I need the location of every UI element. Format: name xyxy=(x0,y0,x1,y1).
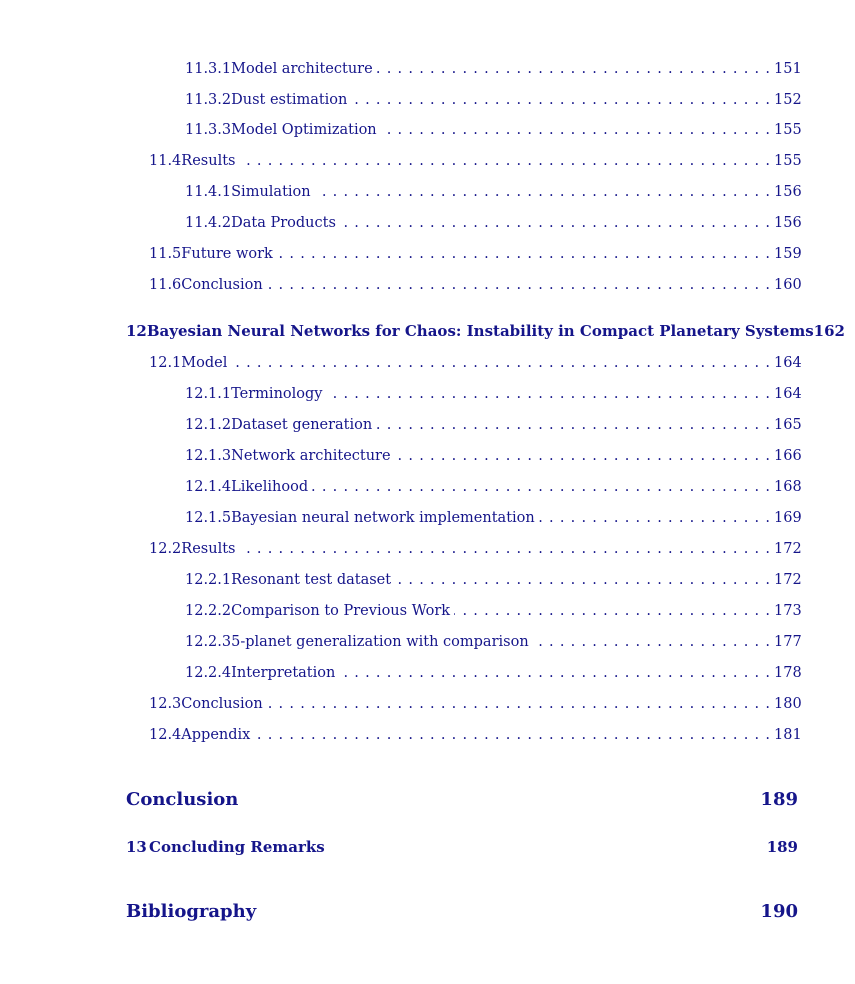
entry-number: 12.1.2 xyxy=(185,417,232,433)
toc-chapter-13[interactable] xyxy=(126,838,798,856)
toc-entry-12-1-5[interactable] xyxy=(185,509,802,527)
dot-leader xyxy=(322,385,774,403)
entry-number: 12.2.4 xyxy=(185,665,232,681)
entry-page: 160 xyxy=(774,277,802,293)
entry-page: 155 xyxy=(774,153,802,169)
dot-leader xyxy=(347,91,774,109)
entry-page: 164 xyxy=(774,386,802,402)
entry-title: Results xyxy=(181,541,236,557)
toc-entry-12-1-2[interactable] xyxy=(185,416,802,434)
dot-leader xyxy=(373,60,774,78)
entry-page: 172 xyxy=(774,541,802,557)
entry-number: 11.3.1 xyxy=(185,61,232,77)
toc-entry-11-3-2[interactable] xyxy=(185,91,802,109)
toc-entry-12-3[interactable] xyxy=(149,695,802,713)
entry-number: 12.2.2 xyxy=(185,603,232,619)
toc-entry-12-2-4[interactable] xyxy=(185,664,802,682)
dot-leader xyxy=(263,276,774,294)
bibliography-page: 190 xyxy=(760,901,798,922)
entry-number: 12.2.3 xyxy=(185,634,232,650)
toc-entry-12-2-3[interactable] xyxy=(185,633,802,651)
dot-leader xyxy=(529,633,774,651)
part-page: 189 xyxy=(760,789,798,810)
entry-title: Model xyxy=(181,355,228,371)
entry-number: 12.1.3 xyxy=(185,448,232,464)
entry-title: Concluding Remarks xyxy=(149,838,325,856)
toc-entry-12-1-3[interactable] xyxy=(185,447,802,465)
entry-number: 11.6 xyxy=(149,277,182,293)
entry-number: 12.1.5 xyxy=(185,510,232,526)
entry-title: Data Products xyxy=(231,215,336,231)
dot-leader xyxy=(311,183,774,201)
dot-leader xyxy=(263,695,774,713)
dot-leader xyxy=(391,571,774,589)
entry-title: Model Optimization xyxy=(231,122,377,138)
entry-number: 12.2.1 xyxy=(185,572,232,588)
entry-page: 164 xyxy=(774,355,802,371)
entry-title: Conclusion xyxy=(181,696,263,712)
toc-entry-12-1-1[interactable] xyxy=(185,385,802,403)
toc-chapter-12[interactable]: 12 Bayesian Neural Networks for Chaos: Instability in Compact Planetary Systems 162 xyxy=(126,322,845,340)
entry-title: Dataset generation xyxy=(231,417,373,433)
entry-title: Bayesian neural network implementation xyxy=(231,510,535,526)
entry-page: 165 xyxy=(774,417,802,433)
toc-part-conclusion[interactable] xyxy=(126,789,798,811)
toc-entry-11-6[interactable] xyxy=(149,276,802,294)
entry-number: 12.1.4 xyxy=(185,479,232,495)
entry-number: 12.1.1 xyxy=(185,386,232,402)
dot-leader xyxy=(450,602,774,620)
entry-number: 11.3.2 xyxy=(185,92,232,108)
dot-leader xyxy=(391,447,774,465)
entry-number: 12.2 xyxy=(149,541,182,557)
entry-title: Comparison to Previous Work xyxy=(231,603,451,619)
part-title: Conclusion xyxy=(126,789,239,810)
entry-title: Model architecture xyxy=(231,61,373,77)
entry-page: 156 xyxy=(774,215,802,231)
entry-title: Appendix xyxy=(181,727,251,743)
entry-title: Interpretation xyxy=(231,665,336,681)
entry-page: 178 xyxy=(774,665,802,681)
entry-page: 189 xyxy=(766,838,798,856)
entry-page: 180 xyxy=(774,696,802,712)
entry-title: Future work xyxy=(181,246,273,262)
dot-leader xyxy=(273,245,774,263)
toc-entry-12-2-2[interactable] xyxy=(185,602,802,620)
toc-entry-11-3-1[interactable] xyxy=(185,60,802,78)
toc-entry-11-4-2[interactable] xyxy=(185,214,802,232)
bibliography-title: Bibliography xyxy=(126,901,257,922)
entry-title: Bayesian Neural Networks for Chaos: Instability in Compact Planetary Systems xyxy=(146,322,814,340)
entry-page: 152 xyxy=(774,92,802,108)
dot-leader xyxy=(372,416,774,434)
entry-page: 156 xyxy=(774,184,802,200)
entry-page: 159 xyxy=(774,246,802,262)
entry-number: 12.1 xyxy=(149,355,182,371)
toc-entry-11-4-1[interactable] xyxy=(185,183,802,201)
toc-entry-12-1-4[interactable] xyxy=(185,478,802,496)
entry-number: 11.4.2 xyxy=(185,215,232,231)
entry-number: 12.4 xyxy=(149,727,182,743)
toc-entry-12-2[interactable] xyxy=(149,540,802,558)
dot-leader xyxy=(235,152,774,170)
entry-title: Dust estimation xyxy=(231,92,348,108)
dot-leader xyxy=(227,354,774,372)
entry-title: Conclusion xyxy=(181,277,263,293)
entry-number: 12.3 xyxy=(149,696,182,712)
entry-page: 151 xyxy=(774,61,802,77)
entry-page: 169 xyxy=(774,510,802,526)
toc-bibliography[interactable] xyxy=(126,901,798,923)
entry-page: 173 xyxy=(774,603,802,619)
toc-entry-12-2-1[interactable] xyxy=(185,571,802,589)
entry-page: 172 xyxy=(774,572,802,588)
toc-entry-12-4[interactable] xyxy=(149,726,802,744)
toc-entry-11-3-3[interactable] xyxy=(185,121,802,139)
entry-number: 12 xyxy=(126,322,147,340)
entry-title: Network architecture xyxy=(231,448,391,464)
entry-number: 13 xyxy=(126,838,147,856)
entry-page: 177 xyxy=(774,634,802,650)
entry-title: Results xyxy=(181,153,236,169)
entry-page: 155 xyxy=(774,122,802,138)
toc-entry-11-4[interactable] xyxy=(149,152,802,170)
entry-title: Terminology xyxy=(231,386,323,402)
entry-number: 11.3.3 xyxy=(185,122,232,138)
dot-leader xyxy=(250,726,774,744)
dot-leader xyxy=(336,214,774,232)
entry-page: 181 xyxy=(774,727,802,743)
dot-leader xyxy=(535,509,774,527)
dot-leader xyxy=(308,478,774,496)
chapter-heading xyxy=(126,838,325,856)
entry-title: Likelihood xyxy=(231,479,309,495)
entry-page: 168 xyxy=(774,479,802,495)
entry-page: 166 xyxy=(774,448,802,464)
entry-number: 11.4 xyxy=(149,153,182,169)
toc-entry-12-1[interactable] xyxy=(149,354,802,372)
entry-title: Simulation xyxy=(231,184,311,200)
dot-leader xyxy=(235,540,774,558)
entry-title: 5-planet generalization with comparison xyxy=(231,634,529,650)
dot-leader xyxy=(377,121,774,139)
dot-leader xyxy=(335,664,774,682)
toc-entry-11-5[interactable] xyxy=(149,245,802,263)
entry-number: 11.4.1 xyxy=(185,184,232,200)
entry-number: 11.5 xyxy=(149,246,182,262)
entry-title: Resonant test dataset xyxy=(231,572,392,588)
